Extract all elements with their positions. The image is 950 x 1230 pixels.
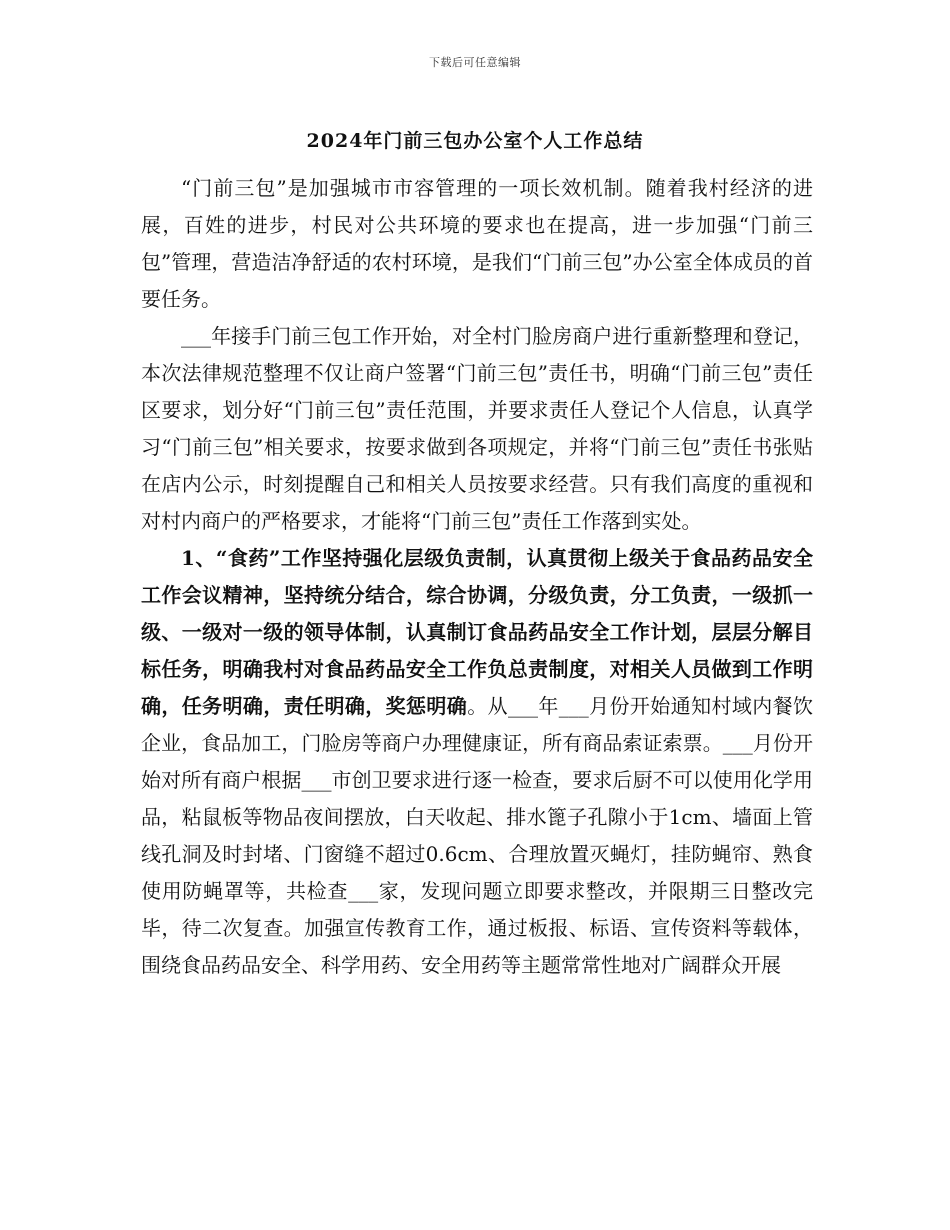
paragraph-food-drug-bold: 1、“食药”工作坚持强化层级负责制，认真贯彻上级关于食品药品安全工作会议精神，坚持统分结合，综合协调，分级负责，分工负责，一级抓一级、一级对一级的领导体制，认真制订食品药品安全工作计划，层层分解目标任务，明确我村对食品药品安全工作负总责制度，对相关人员做到工作明确，任务明确，责任明确，奖惩明确 xyxy=(141,546,813,718)
paragraph-registration-text: ___年接手门前三包工作开始，对全村门脸房商户进行重新整理和登记，本次法律规范整理不仅让商户签署“门前三包”责任书，明确“门前三包”责任区要求，划分好“门前三包”责任范围，并要求责任人登记个人信息，认真学习“门前三包”相关要求，按要求做到各项规定，并将“门前三包”责任书张贴在店内公示，时刻提醒自己和相关人员按要求经营。只有我们高度的重视和对村内商户的严格要求，才能将“门前三包”责任工作落到实处。 xyxy=(141,324,813,533)
paragraph-intro-text: “门前三包”是加强城市市容管理的一项长效机制。随着我村经济的进展，百姓的进步，村民对公共环境的要求也在提高，进一步加强“门前三包”管理，营造洁净舒适的农村环境，是我们“门前三包”办公室全体成员的首要任务。 xyxy=(141,176,813,311)
document-body xyxy=(141,170,813,984)
document-title: 2024年门前三包办公室个人工作总结 xyxy=(306,130,644,152)
paragraph-intro xyxy=(141,170,813,318)
paragraph-registration xyxy=(141,318,813,540)
paragraph-food-drug xyxy=(141,540,813,984)
paragraph-food-drug-text: 。从___年___月份开始通知村域内餐饮企业，食品加工，门脸房等商户办理健康证，所有商品索证索票。___月份开始对所有商户根据___市创卫要求进行逐一检查，要求后厨不可以使用化学用品，粘鼠板等物品夜间摆放，白天收起、排水篦子孔隙小于1cm、墙面上管线孔洞及时封堵、门窗缝不超过0.6cm、合理放置灭蝇灯，挂防蝇帘、熟食使用防蝇罩等，共检查___家，发现问题立即要求整改，并限期三日整改完毕，待二次复查。加强宣传教育工作，通过板报、标语、宣传资料等载体，围绕食品药品安全、科学用药、安全用药等主题常常性地对广阔群众开展 xyxy=(141,694,814,977)
header-note: 下载后可任意编辑 xyxy=(429,56,521,69)
